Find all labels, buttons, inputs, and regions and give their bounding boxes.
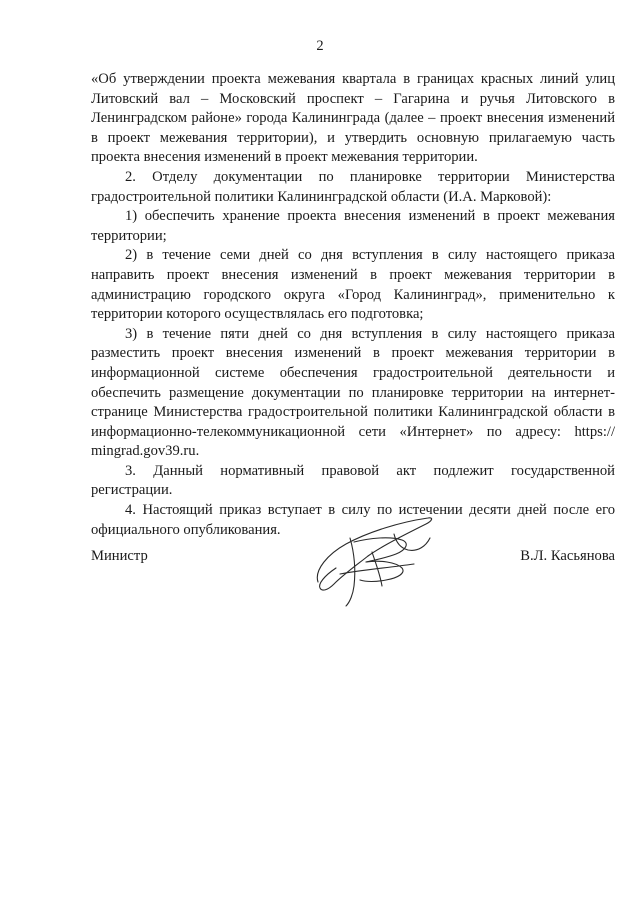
- paragraph-subitem-3: 3) в течение пяти дней со дня вступления в силу настоящего приказа разместить проект внесения изменений в проект межевания территории в информационной системе обеспечения градостроительной деятельности и обеспечить размещение документации по планировке территории на интернет-странице Министерства градостроительной политики Калининградской области в информационно-телекоммуникационной сети «Интернет» по адресу: https:// mingrad.gov39.ru.: [91, 325, 615, 460]
- handwritten-signature: [310, 512, 440, 608]
- page-number: 2: [316, 38, 324, 54]
- paragraph-item-4: 4. Настоящий приказ вступает в силу по истечении десяти дней после его официального опубликования.: [91, 502, 615, 538]
- signatory-title: Министр: [91, 548, 148, 564]
- paragraph-item-2: 2. Отделу документации по планировке территории Министерства градостроительной политики Калининградской области (И.А. Марковой):: [91, 168, 615, 205]
- document-body: [91, 70, 615, 540]
- paragraph-continuation: «Об утверждении проекта межевания квартала в границах красных линий улиц Литовский вал – Московский проспект – Гагарина и ручья Литовского в Ленинградском районе» города Калининграда (далее – проект внесения изменений в проект межевания территории), и утвердить основную прилагаемую часть проекта внесения изменений в проект межевания территории.: [91, 71, 615, 166]
- signatory-name: В.Л. Касьянова: [520, 548, 615, 564]
- paragraph-subitem-2: 2) в течение семи дней со дня вступления в силу настоящего приказа направить проект внесения изменений в проект межевания территории в администрацию городского округа «Город Калининград», применительно к территории которого осуществлялась его подготовка;: [91, 247, 615, 323]
- paragraph-item-3: 3. Данный нормативный правовой акт подлежит государственной регистрации.: [91, 462, 615, 499]
- paragraph-subitem-1: 1) обеспечить хранение проекта внесения изменений в проект межевания территории;: [91, 208, 615, 244]
